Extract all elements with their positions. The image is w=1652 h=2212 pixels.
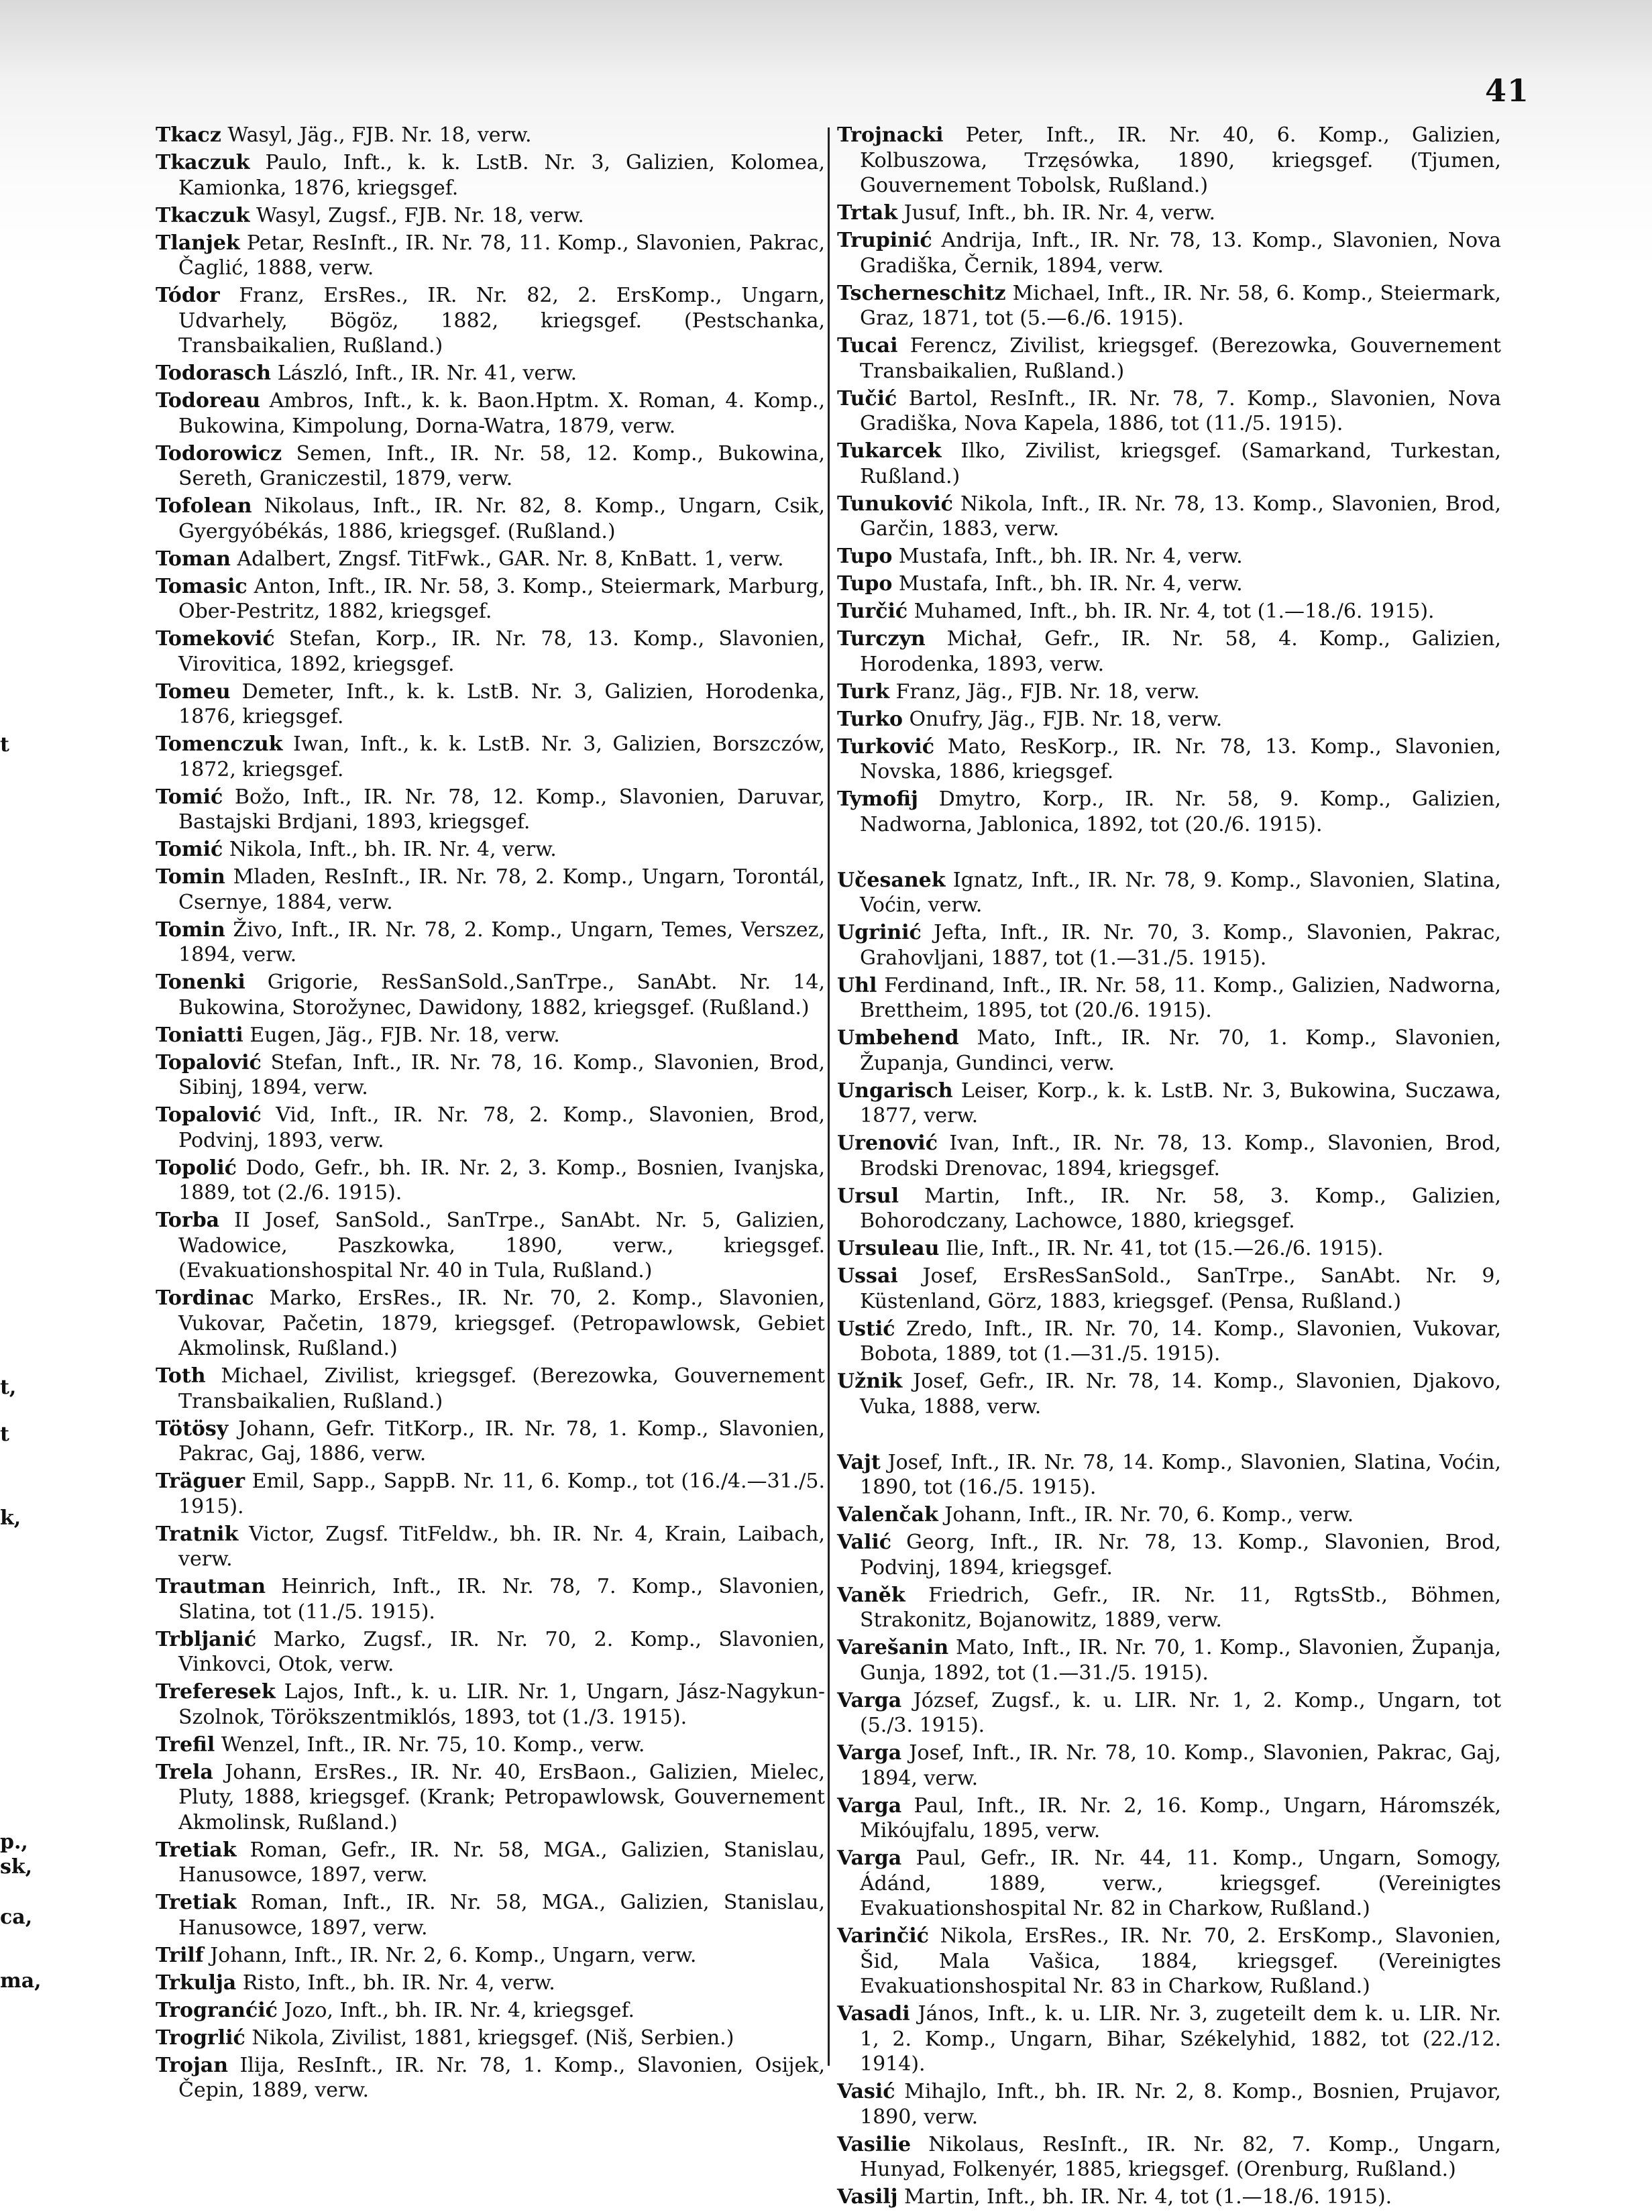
entry-surname: Tkacz [156,123,221,147]
entry-details: Paul, Gefr., IR. Nr. 44, 11. Komp., Ungarn, Somogy, Ádánd, 1889, verw., kriegsgef. (Vereinigtes Evakuationshospital Nr. 82 in Charkow, Rußland.) [860,1846,1501,1920]
list-item [156,283,825,359]
entry-details: Nikola, ErsRes., IR. Nr. 70, 2. ErsKomp., Slavonien, Šid, Mala Vašica, 1884, kriegsgef. (Vereinigtes Evakuationshospital Nr. 83 in Charkow, Rußland.) [860,1924,1501,1998]
entry-surname: Treferesek [156,1680,276,1704]
entry-details: Franz, ErsRes., IR. Nr. 82, 2. ErsKomp., Ungarn, Udvarhely, Bögöz, 1882, kriegsgef. (Pestschanka, Transbaikalien, Rußland.) [178,284,825,357]
entry-surname: Vasić [837,2080,895,2103]
entry-surname: Varga [837,1846,902,1870]
entry-surname: Ussai [837,1264,898,1288]
entry-details: Marko, Zugsf., IR. Nr. 70, 2. Komp., Slavonien, Vinkovci, Otok, verw. [178,1627,825,1676]
list-item [156,1890,825,1940]
entry-surname: Tretiak [156,1838,237,1862]
list-item [837,1184,1501,1234]
entry-surname: Toman [156,547,231,571]
entry-details: Stefan, Inft., IR. Nr. 78, 16. Komp., Slavonien, Brod, Sibinj, 1894, verw. [178,1050,825,1099]
entry-details: Stefan, Korp., IR. Nr. 78, 13. Komp., Slavonien, Virovitica, 1892, kriegsgef. [178,627,825,676]
entry-surname: Tscherneschitz [837,281,1006,305]
entry-details: Michael, Zivilist, kriegsgef. (Berezowka, Gouvernement Transbaikalien, Rußland.) [178,1364,825,1413]
entry-surname: Trbljanić [156,1627,257,1651]
entry-details: Ferdinand, Inft., IR. Nr. 58, 11. Komp., Galizien, Nadworna, Brettheim, 1895, tot (20./6. 1915). [860,973,1501,1022]
entry-details: Wasyl, Jäg., FJB. Nr. 18, verw. [221,123,532,147]
list-item [837,1502,1501,1528]
margin-fragment: t, [0,1376,17,1399]
entry-details: Iwan, Inft., k. k. LstB. Nr. 3, Galizien, Borszczów, 1872, kriegsgef. [178,732,825,781]
entry-surname: Tukarcek [837,439,942,463]
entry-details: Nikolaus, Inft., IR. Nr. 82, 8. Komp., Ungarn, Csik, Gyergyóbékás, 1886, kriegsgef. (Rußland.) [178,494,825,543]
entry-details: Petar, ResInft., IR. Nr. 78, 11. Komp., Slavonien, Pakrac, Čaglić, 1888, verw. [178,231,825,280]
entry-details: Johann, ErsRes., IR. Nr. 40, ErsBaon., Galizien, Mielec, Pluty, 1888, kriegsgef. (Krank; Petropawlowsk, Gouvernement Akmolinsk, Rußland.) [178,1760,825,1834]
entry-surname: Topalović [156,1103,262,1127]
entry-details: Anton, Inft., IR. Nr. 58, 3. Komp., Steiermark, Marburg, Ober-Pestritz, 1882, kriegsgef. [178,574,825,623]
entry-details: Wasyl, Zugsf., FJB. Nr. 18, verw. [250,203,584,227]
list-item [837,2079,1501,2130]
list-item [156,732,825,782]
list-item [837,707,1501,732]
list-item [837,1583,1501,1633]
list-item [837,492,1501,542]
entry-details: Martin, Inft., IR. Nr. 58, 3. Komp., Galizien, Bohorodczany, Lachowce, 1880, kriegsgef. [860,1184,1501,1233]
entry-details: Josef, Inft., IR. Nr. 78, 14. Komp., Slavonien, Slatina, Voćin, 1890, tot (16./5. 1915). [860,1450,1501,1499]
list-item [156,1286,825,1362]
entry-details: Josef, Gefr., IR. Nr. 78, 14. Komp., Slavonien, Djakovo, Vuka, 1888, verw. [860,1370,1501,1419]
entry-details: Roman, Gefr., IR. Nr. 58, MGA., Galizien, Stanislau, Hanusowce, 1897, verw. [178,1838,825,1887]
entry-details: Jusuf, Inft., bh. IR. Nr. 4, verw. [897,201,1216,225]
entry-surname: Tomasic [156,574,247,598]
entry-surname: Tomin [156,918,225,942]
entry-details: Lajos, Inft., k. u. LIR. Nr. 1, Ungarn, Jász-Nagykun-Szolnok, Törökszentmiklós, 1893, tot (1./3. 1915). [178,1680,825,1729]
list-item [156,231,825,281]
entry-surname: Varga [837,1688,902,1712]
entry-details: Nikola, Zivilist, 1881, kriegsgef. (Niš, Serbien.) [245,2026,734,2050]
list-item [837,1317,1501,1367]
entry-surname: Tkaczuk [156,151,250,174]
entry-details: Dodo, Gefr., bh. IR. Nr. 2, 3. Komp., Bosnien, Ivanjska, 1889, tot (2./6. 1915). [178,1156,825,1205]
entry-details: Michał, Gefr., IR. Nr. 58, 4. Komp., Galizien, Horodenka, 1893, verw. [860,627,1501,676]
list-item [156,1023,825,1048]
list-item [156,785,825,835]
list-item [156,626,825,677]
entry-surname: Tlanjek [156,231,240,255]
entry-surname: Ursul [837,1184,899,1208]
entry-details: Michael, Inft., IR. Nr. 58, 6. Komp., Steiermark, Graz, 1871, tot (5.—6./6. 1915). [860,281,1501,330]
list-item [156,1943,825,1969]
margin-fragment: t [0,733,9,757]
list-item [156,2026,825,2051]
entry-surname: Varga [837,1741,902,1765]
entry-surname: Trojnacki [837,123,944,147]
list-item [837,1264,1501,1314]
entry-surname: Vasilj [837,2185,898,2209]
entry-surname: Tučić [837,386,897,410]
right-column [837,123,1501,2212]
entry-surname: Tötösy [156,1417,229,1441]
entry-details: Victor, Zugsf. TitFeldw., bh. IR. Nr. 4, Krain, Laibach, verw. [178,1522,825,1571]
list-item [156,1574,825,1624]
list-item [837,973,1501,1024]
list-item [156,2053,825,2103]
entry-details: Jozo, Inft., bh. IR. Nr. 4, kriegsgef. [277,1998,635,2022]
list-item [156,441,825,492]
entry-surname: Toniatti [156,1023,243,1047]
entry-surname: Turczyn [837,627,926,651]
list-item [837,1131,1501,1181]
list-item [837,544,1501,569]
entry-details: Adalbert, Zngsf. TitFwk., GAR. Nr. 8, KnBatt. 1, verw. [230,547,784,571]
entry-surname: Todoreau [156,389,261,412]
entry-surname: Trilf [156,1943,204,1967]
entry-surname: Tódor [156,284,220,307]
list-item [837,386,1501,437]
list-item [837,920,1501,971]
entry-surname: Trautman [156,1575,266,1598]
entry-details: Mustafa, Inft., bh. IR. Nr. 4, verw. [892,545,1243,568]
list-item [156,494,825,544]
column-divider [828,127,830,2066]
entry-surname: Valenčak [837,1503,938,1527]
list-item [156,1998,825,2024]
entry-details: László, Inft., IR. Nr. 41, verw. [271,362,577,385]
entry-details: József, Zugsf., k. u. LIR. Nr. 1, 2. Komp., Ungarn, tot (5./3. 1915). [860,1688,1501,1737]
entry-details: Ilija, ResInft., IR. Nr. 78, 1. Komp., Slavonien, Osijek, Čepin, 1889, verw. [178,2053,825,2102]
entry-surname: Tomić [156,838,223,861]
entry-details: Paul, Inft., IR. Nr. 2, 16. Komp., Ungarn, Háromszék, Mikóujfalu, 1895, verw. [860,1793,1501,1842]
list-item [156,1050,825,1101]
entry-details: Martin, Inft., bh. IR. Nr. 4, tot (1.—18./6. 1915). [897,2185,1392,2209]
list-item [156,1679,825,1730]
entry-details: Ivan, Inft., IR. Nr. 78, 13. Komp., Slavonien, Brod, Brodski Drenovac, 1894, kriegsgef. [860,1131,1501,1180]
entry-surname: Tratnik [156,1522,239,1546]
list-item [837,2001,1501,2077]
entry-details: Ilie, Inft., IR. Nr. 41, tot (15.—26./6. 1915). [939,1237,1384,1260]
entry-details: Mihajlo, Inft., bh. IR. Nr. 2, 8. Komp., Bosnien, Prujavor, 1890, verw. [860,2080,1501,2129]
entry-details: Paulo, Inft., k. k. LstB. Nr. 3, Galizien, Kolomea, Kamionka, 1876, kriegsgef. [178,151,825,200]
entry-details: Vid, Inft., IR. Nr. 78, 2. Komp., Slavonien, Brod, Podvinj, 1893, verw. [178,1103,825,1152]
entry-surname: Trtak [837,201,898,225]
entry-details: Leiser, Korp., k. k. LstB. Nr. 3, Bukowina, Suczawa, 1877, verw. [860,1079,1501,1127]
list-item [156,150,825,201]
entry-surname: Trupinić [837,229,932,252]
entry-details: Johann, Inft., IR. Nr. 70, 6. Komp., verw. [938,1503,1354,1527]
entry-surname: Topolić [156,1156,237,1180]
entry-surname: Turko [837,707,903,731]
margin-fragment: ma, [0,1969,42,1993]
list-item [837,1846,1501,1922]
entry-details: Mato, ResKorp., IR. Nr. 78, 13. Komp., Slavonien, Novska, 1886, kriegsgef. [860,734,1501,783]
entry-details: Živo, Inft., IR. Nr. 78, 2. Komp., Ungarn, Temes, Verszez, 1894, verw. [178,918,825,966]
entry-surname: Turk [837,679,889,704]
entry-surname: Vaněk [837,1583,905,1607]
entry-details: Johann, Gefr. TitKorp., IR. Nr. 78, 1. Komp., Slavonien, Pakrac, Gaj, 1886, verw. [178,1417,825,1466]
list-item [837,1740,1501,1791]
entry-details: János, Inft., k. u. LIR. Nr. 3, zugeteilt dem k. u. LIR. Nr. 1, 2. Komp., Ungarn, Bihar, Székelyhid, 1882, tot (22./12. 1914). [860,2002,1501,2076]
entry-surname: Varinčić [837,1924,929,1948]
entry-details: Josef, ErsResSanSold., SanTrpe., SanAbt. Nr. 9, Küstenland, Görz, 1883, kriegsgef. (Pensa, Rußland.) [860,1264,1501,1313]
entry-details: Friedrich, Gefr., IR. Nr. 11, RgtsStb., Böhmen, Strakonitz, Bojanowitz, 1889, verw. [860,1583,1501,1632]
list-item [837,439,1501,489]
entry-details: Mato, Inft., IR. Nr. 70, 1. Komp., Slavonien, Županja, Gunja, 1892, tot (1.—31./5. 1915). [860,1636,1501,1685]
list-item [156,1838,825,1888]
entry-surname: Trela [156,1760,213,1784]
list-item [156,918,825,968]
entry-details: Mustafa, Inft., bh. IR. Nr. 4, verw. [892,572,1243,596]
entry-surname: Tupo [837,545,893,568]
entry-surname: Urenović [837,1131,938,1155]
list-item [156,123,825,148]
entry-details: Risto, Inft., bh. IR. Nr. 4, verw. [236,1971,555,1995]
entry-surname: Učesanek [837,868,946,892]
entry-surname: Todorowicz [156,441,282,465]
entry-surname: Tomenczuk [156,732,283,756]
list-item [837,123,1501,199]
list-item [837,868,1501,918]
entry-details: Ambros, Inft., k. k. Baon.Hptm. X. Roman, 4. Komp., Bukowina, Kimpolung, Dorna-Watra, 1879, verw. [178,389,825,438]
list-item [156,1208,825,1284]
margin-fragment: k, [0,1506,21,1530]
entry-surname: Toth [156,1364,206,1388]
list-item [156,1156,825,1206]
list-item [837,599,1501,624]
entry-details: Peter, Inft., IR. Nr. 40, 6. Komp., Galizien, Kolbuszowa, Trzęsówka, 1890, kriegsgef. (Tjumen, Gouvernement Tobolsk, Rußland.) [860,123,1501,197]
entry-surname: Vasadi [837,2002,910,2026]
list-item [837,1635,1501,1685]
list-item [156,574,825,624]
entry-surname: Tomić [156,785,223,809]
entry-details: Ilko, Zivilist, kriegsgef. (Samarkand, Turkestan, Rußland.) [860,439,1501,488]
list-item [156,1417,825,1467]
list-item [837,787,1501,837]
entry-details: Bartol, ResInft., IR. Nr. 78, 7. Komp., Slavonien, Nova Gradiška, Nova Kapela, 1886, tot (11./5. 1915). [860,386,1501,435]
list-item [837,734,1501,785]
list-item [156,1627,825,1677]
entry-details: Semen, Inft., IR. Nr. 58, 12. Komp., Bukowina, Sereth, Graniczestil, 1879, verw. [178,441,825,490]
entry-details: Demeter, Inft., k. k. LstB. Nr. 3, Galizien, Horodenka, 1876, kriegsgef. [178,679,825,728]
margin-fragment: sk, [0,1855,33,1879]
entry-surname: Tofolean [156,494,252,518]
list-item [837,1026,1501,1076]
entry-surname: Tkaczuk [156,203,250,227]
entry-details: Franz, Jäg., FJB. Nr. 18, verw. [889,679,1200,704]
entry-details: Mato, Inft., IR. Nr. 70, 1. Komp., Slavonien, Županja, Gundinci, verw. [860,1026,1501,1075]
entry-surname: Trefil [156,1732,215,1757]
list-item [837,1450,1501,1500]
entry-surname: Varešanin [837,1636,949,1659]
list-item [156,361,825,386]
entry-surname: Trkulja [156,1971,237,1995]
entry-details: Wenzel, Inft., IR. Nr. 75, 10. Komp., verw. [215,1732,645,1757]
entry-details: Marko, ErsRes., IR. Nr. 70, 2. Komp., Slavonien, Vukovar, Pačetin, 1879, kriegsgef. (Petropawlowsk, Gebiet Akmolinsk, Rußland.) [178,1286,825,1360]
entry-surname: Vajt [837,1450,881,1474]
entry-surname: Ustić [837,1317,895,1341]
entry-surname: Tymofij [837,787,918,811]
entry-surname: Tucai [837,334,898,357]
list-item [156,1103,825,1153]
entry-surname: Varga [837,1793,902,1818]
entry-surname: Todorasch [156,362,272,385]
list-item [156,970,825,1020]
entry-details: Georg, Inft., IR. Nr. 78, 13. Komp., Slavonien, Brod, Podvinj, 1894, kriegsgef. [860,1531,1501,1580]
list-item [156,1364,825,1414]
section-gap [837,1422,1501,1450]
margin-fragment: t [0,1423,9,1446]
entry-surname: Trojan [156,2053,229,2077]
entry-surname: Valić [837,1531,892,1554]
list-item [156,865,825,915]
entry-details: Jefta, Inft., IR. Nr. 70, 3. Komp., Slavonien, Pakrac, Grahovljani, 1887, tot (1.—31./5. 1915). [860,921,1501,970]
list-item [837,1793,1501,1844]
list-item [837,626,1501,677]
list-item [837,2132,1501,2182]
list-item [837,1079,1501,1129]
entry-surname: Turković [837,734,935,759]
entry-details: Nikola, Inft., bh. IR. Nr. 4, verw. [223,838,557,861]
entry-details: Andrija, Inft., IR. Nr. 78, 13. Komp., Slavonien, Nova Gradiška, Černik, 1894, verw. [860,229,1501,278]
list-item [837,1688,1501,1738]
entry-details: Grigorie, ResSanSold.,SanTrpe., SanAbt. Nr. 14, Bukowina, Storožynec, Dawidony, 1882, kriegsgef. (Rußland.) [178,971,825,1019]
list-item [837,333,1501,384]
list-item [837,1236,1501,1262]
entry-details: Muhamed, Inft., bh. IR. Nr. 4, tot (1.—18./6. 1915). [907,600,1435,623]
entry-surname: Trogranćić [156,1998,278,2022]
list-item [837,2185,1501,2210]
entry-surname: Tupo [837,572,893,596]
entry-details: Nikola, Inft., IR. Nr. 78, 13. Komp., Slavonien, Brod, Garčin, 1883, verw. [860,492,1501,541]
entry-details: II Josef, SanSold., SanTrpe., SanAbt. Nr. 5, Galizien, Wadowice, Paszkowka, 1890, verw., kriegsgef. (Evakuationshospital Nr. 40 in Tula, Rußland.) [178,1209,825,1282]
entry-surname: Trogrlić [156,2026,245,2050]
entry-details: Johann, Inft., IR. Nr. 2, 6. Komp., Ungarn, verw. [203,1943,697,1967]
entry-surname: Turčić [837,600,908,623]
list-item [156,547,825,572]
entry-surname: Tordinac [156,1286,254,1310]
entry-surname: Torba [156,1209,220,1232]
list-item [837,1530,1501,1580]
entry-surname: Ungarisch [837,1079,953,1103]
list-item [837,201,1501,226]
entry-surname: Tonenki [156,971,245,994]
entry-surname: Topalović [156,1050,262,1074]
list-item [156,203,825,229]
entry-surname: Uhl [837,973,877,997]
entry-surname: Träguer [156,1470,245,1493]
entry-details: Božo, Inft., IR. Nr. 78, 12. Komp., Slavonien, Daruvar, Bastajski Brdjani, 1893, kriegsgef. [178,785,825,834]
list-item [837,679,1501,705]
entry-surname: Umbehend [837,1026,959,1050]
entry-surname: Tomin [156,865,225,889]
list-item [156,388,825,439]
list-item [837,571,1501,597]
list-item [837,1924,1501,1999]
list-item [156,679,825,730]
list-item [837,281,1501,331]
entry-details: Zredo, Inft., IR. Nr. 70, 14. Komp., Slavonien, Vukovar, Bobota, 1889, tot (1.—31./5. 1915). [860,1317,1501,1366]
entry-surname: Ugrinić [837,921,922,944]
section-gap [837,840,1501,868]
list-item [156,1522,825,1572]
entry-details: Nikolaus, ResInft., IR. Nr. 82, 7. Komp., Ungarn, Hunyad, Folkenyér, 1885, kriegsgef. (Orenburg, Rußland.) [860,2132,1501,2181]
list-item [837,1369,1501,1419]
page-number: 41 [1484,72,1529,109]
margin-fragment: p., [0,1830,28,1854]
entry-surname: Tomeković [156,627,275,651]
list-item [837,228,1501,278]
list-item [156,1760,825,1836]
entry-details: Eugen, Jäg., FJB. Nr. 18, verw. [243,1023,560,1047]
entry-surname: Tunuković [837,492,953,516]
entry-details: Josef, Inft., IR. Nr. 78, 10. Komp., Slavonien, Pakrac, Gaj, 1894, verw. [860,1741,1501,1790]
entry-surname: Tretiak [156,1891,237,1914]
list-item [156,1469,825,1519]
list-item [156,837,825,863]
list-item [156,1971,825,1996]
list-item [156,1732,825,1758]
entry-surname: Ursuleau [837,1237,940,1260]
entry-surname: Vasilie [837,2132,912,2156]
entry-details: Roman, Inft., IR. Nr. 58, MGA., Galizien, Stanislau, Hanusowce, 1897, verw. [178,1891,825,1940]
margin-fragment: ca, [0,1905,33,1929]
entry-details: Dmytro, Korp., IR. Nr. 58, 9. Komp., Galizien, Nadworna, Jablonica, 1892, tot (20./6. 1915). [860,787,1501,836]
entry-details: Ignatz, Inft., IR. Nr. 78, 9. Komp., Slavonien, Slatina, Voćin, verw. [860,868,1501,917]
entry-details: Ferencz, Zivilist, kriegsgef. (Berezowka, Gouvernement Transbaikalien, Rußland.) [860,334,1501,383]
entry-surname: Užnik [837,1370,903,1393]
left-column [156,123,825,2105]
entry-details: Heinrich, Inft., IR. Nr. 78, 7. Komp., Slavonien, Slatina, tot (11./5. 1915). [178,1575,825,1624]
entry-details: Mladen, ResInft., IR. Nr. 78, 2. Komp., Ungarn, Torontál, Csernye, 1884, verw. [178,865,825,914]
entry-details: Onufry, Jäg., FJB. Nr. 18, verw. [902,707,1223,731]
entry-surname: Tomeu [156,679,231,704]
entry-details: Emil, Sapp., SappB. Nr. 11, 6. Komp., tot (16./4.—31./5. 1915). [178,1470,825,1518]
